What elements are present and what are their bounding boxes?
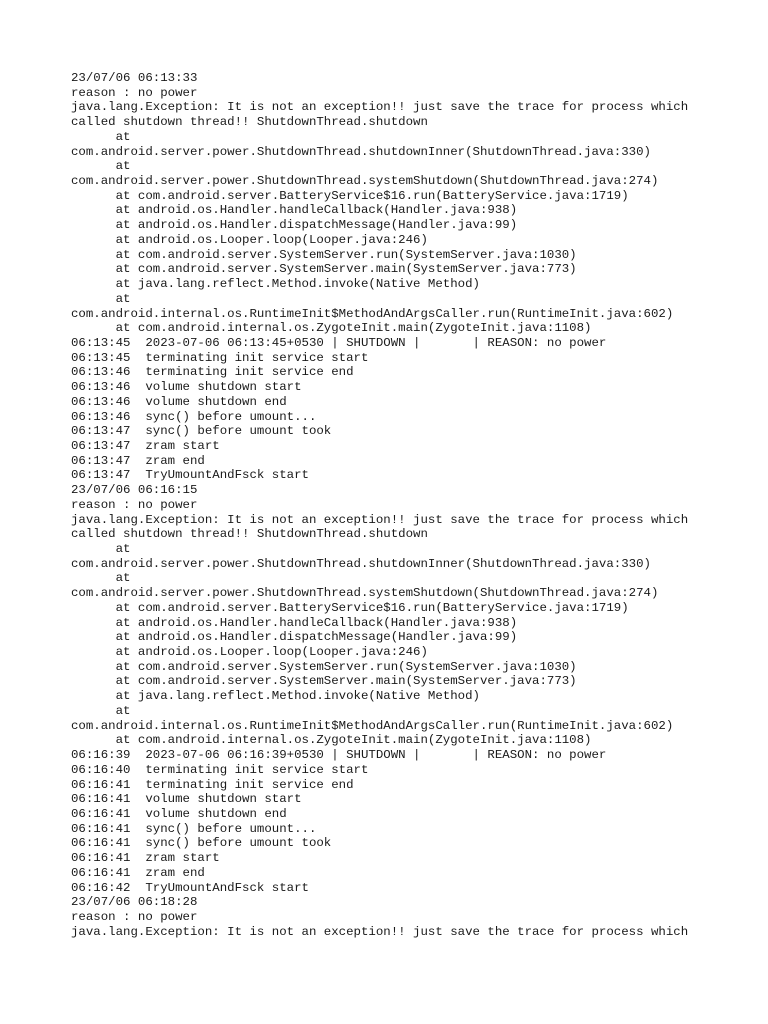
log-line: at (71, 571, 131, 586)
log-line: 23/07/06 06:16:15 (71, 483, 198, 498)
log-line: com.android.internal.os.RuntimeInit$MethodAndArgsCaller.run(RuntimeInit.java:602) (71, 306, 674, 321)
log-line: 06:16:41 terminating init service end (71, 777, 354, 792)
log-line: at android.os.Handler.handleCallback(Handler.java:938) (71, 203, 518, 218)
log-line: 06:13:46 volume shutdown end (71, 394, 287, 409)
log-line: at (71, 129, 131, 144)
log-line: at com.android.server.SystemServer.run(SystemServer.java:1030) (71, 659, 577, 674)
log-line: com.android.server.power.ShutdownThread.systemShutdown(ShutdownThread.java:274) (71, 174, 659, 189)
log-line: reason : no power (71, 909, 198, 924)
log-line: reason : no power (71, 85, 198, 100)
log-line: called shutdown thread!! ShutdownThread.shutdown (71, 115, 428, 130)
log-line: at android.os.Handler.handleCallback(Handler.java:938) (71, 615, 518, 630)
log-line: reason : no power (71, 497, 198, 512)
log-line: at android.os.Looper.loop(Looper.java:246) (71, 232, 428, 247)
log-line: 06:16:41 sync() before umount took (71, 836, 332, 851)
log-line: 06:13:46 sync() before umount... (71, 409, 317, 424)
log-line: 06:13:47 zram start (71, 438, 220, 453)
log-line: 06:13:47 zram end (71, 453, 205, 468)
log-line: 06:16:41 volume shutdown end (71, 806, 287, 821)
log-line: at com.android.internal.os.ZygoteInit.main(ZygoteInit.java:1108) (71, 321, 592, 336)
log-line: at com.android.server.BatteryService$16.run(BatteryService.java:1719) (71, 188, 629, 203)
log-line: at android.os.Looper.loop(Looper.java:246) (71, 645, 428, 660)
log-line: 06:13:47 sync() before umount took (71, 424, 332, 439)
log-line: at com.android.server.SystemServer.main(SystemServer.java:773) (71, 262, 577, 277)
log-line: 06:13:46 volume shutdown start (71, 380, 302, 395)
log-line: 06:13:47 TryUmountAndFsck start (71, 468, 309, 483)
log-line: 06:13:45 terminating init service start (71, 350, 369, 365)
log-line: com.android.server.power.ShutdownThread.shutdownInner(ShutdownThread.java:330) (71, 144, 651, 159)
log-line: at (71, 542, 131, 556)
log-line: 06:13:45 2023-07-06 06:13:45+0530 | SHUTDOWN | | REASON: no power (71, 335, 607, 350)
log-line: at android.os.Handler.dispatchMessage(Handler.java:99) (71, 630, 518, 645)
log-line: java.lang.Exception: It is not an exception!! just save the trace for process which (71, 924, 689, 939)
log-line: java.lang.Exception: It is not an exception!! just save the trace for process which (71, 512, 689, 527)
log-line: 06:16:39 2023-07-06 06:16:39+0530 | SHUTDOWN | | REASON: no power (71, 748, 607, 763)
log-line: 06:13:46 terminating init service end (71, 365, 354, 380)
log-line: com.android.server.power.ShutdownThread.shutdownInner(ShutdownThread.java:330) (71, 556, 651, 571)
log-line: at java.lang.reflect.Method.invoke(Native Method) (71, 277, 480, 292)
log-line: 23/07/06 06:13:33 (71, 71, 198, 85)
log-line: 06:16:41 volume shutdown start (71, 792, 302, 807)
log-line: java.lang.Exception: It is not an exception!! just save the trace for process which (71, 100, 689, 115)
log-line: 06:16:42 TryUmountAndFsck start (71, 880, 309, 895)
log-line: at (71, 291, 131, 306)
log-line: com.android.server.power.ShutdownThread.systemShutdown(ShutdownThread.java:274) (71, 586, 659, 601)
log-line: at android.os.Handler.dispatchMessage(Handler.java:99) (71, 218, 518, 233)
log-line: at com.android.internal.os.ZygoteInit.main(ZygoteInit.java:1108) (71, 733, 592, 748)
log-line: called shutdown thread!! ShutdownThread.shutdown (71, 527, 428, 542)
log-line: at com.android.server.BatteryService$16.run(BatteryService.java:1719) (71, 600, 629, 615)
log-text (71, 71, 751, 939)
log-line: 06:16:40 terminating init service start (71, 762, 369, 777)
log-line: at com.android.server.SystemServer.main(SystemServer.java:773) (71, 674, 577, 689)
log-line: at java.lang.reflect.Method.invoke(Native Method) (71, 689, 480, 704)
log-line: at (71, 159, 131, 174)
log-line: 06:16:41 sync() before umount... (71, 821, 317, 836)
log-line: at (71, 703, 131, 718)
log-line: 23/07/06 06:18:28 (71, 895, 198, 910)
log-line: 06:16:41 zram start (71, 851, 220, 866)
log-line: 06:16:41 zram end (71, 865, 205, 880)
log-line: at com.android.server.SystemServer.run(SystemServer.java:1030) (71, 247, 577, 262)
log-line: com.android.internal.os.RuntimeInit$MethodAndArgsCaller.run(RuntimeInit.java:602) (71, 718, 674, 733)
